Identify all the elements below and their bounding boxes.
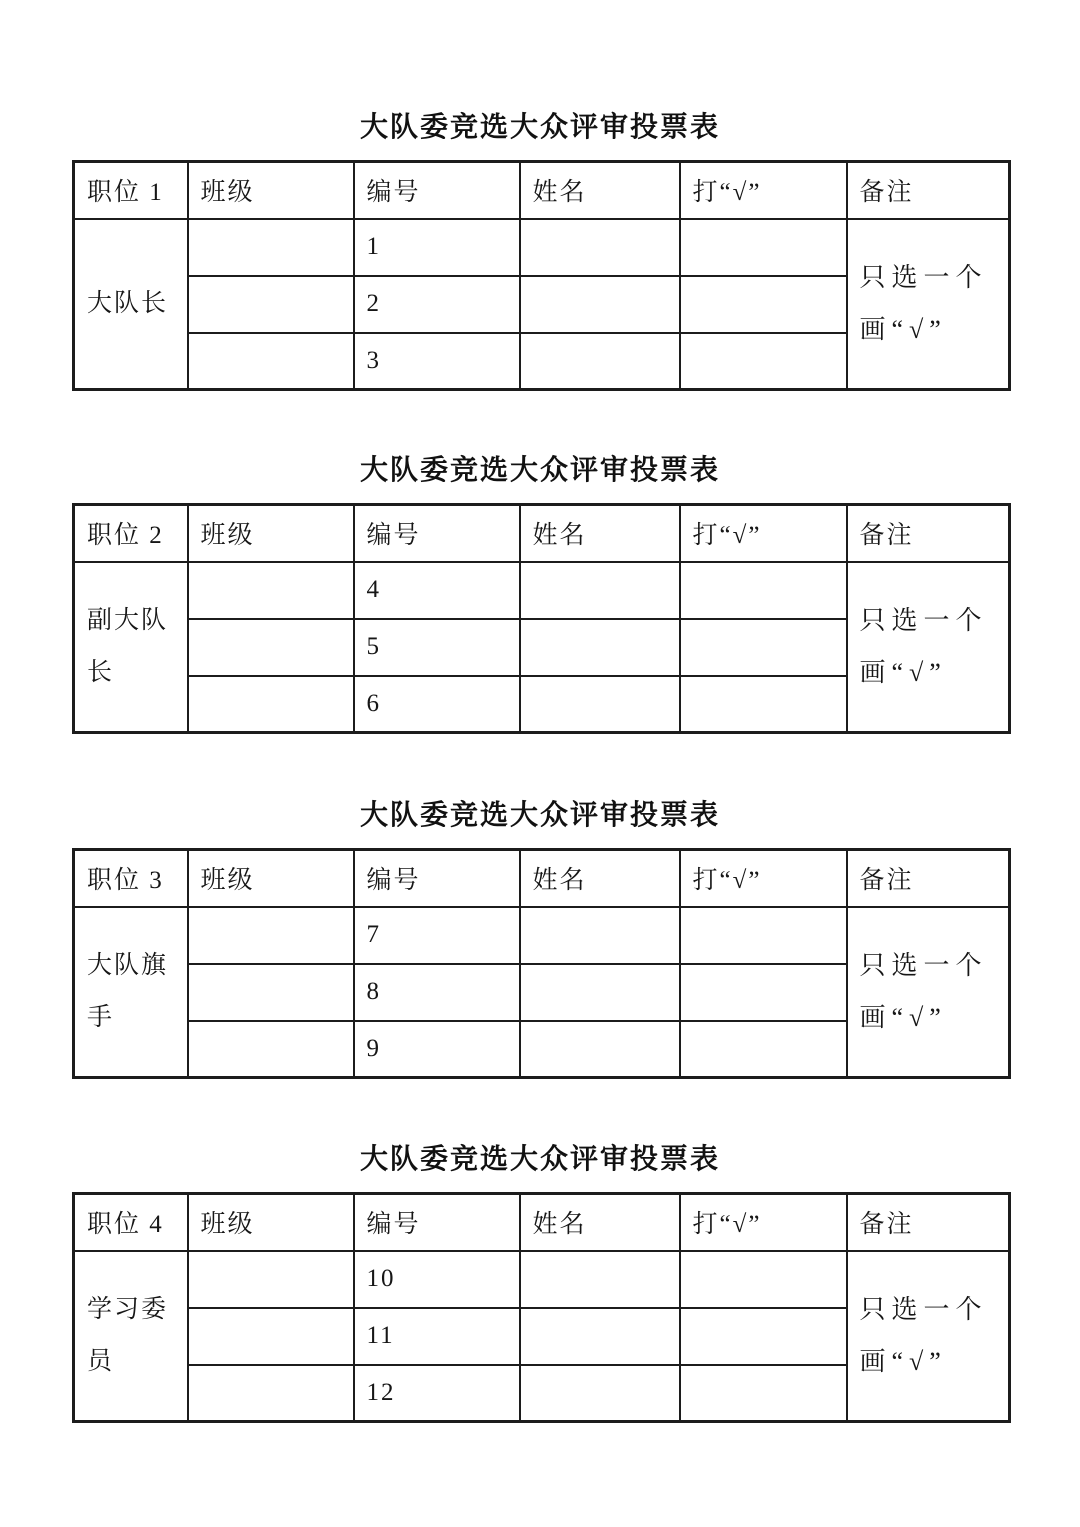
blank-class-cell (188, 333, 354, 390)
number-cell: 2 (354, 276, 520, 333)
ballot-table-4 (72, 1192, 1011, 1423)
blank-class-cell (188, 1021, 354, 1078)
ballot-block-4 (72, 1142, 1008, 1423)
position-name-cell: 学习委员 (74, 1251, 188, 1422)
blank-class-cell (188, 219, 354, 276)
header-tick: 打“√” (680, 850, 847, 907)
header-number: 编号 (354, 850, 520, 907)
ballot-block-3 (72, 798, 1008, 1079)
remark-cell (847, 219, 1010, 390)
header-row (74, 162, 1010, 219)
header-position: 职位 2 (74, 505, 188, 562)
blank-tick-cell (680, 562, 847, 619)
table-title: 大队委竞选大众评审投票表 (359, 455, 720, 486)
table-row (74, 907, 1010, 964)
ballot-block-1 (72, 110, 1008, 391)
table-row (74, 1251, 1010, 1308)
header-number: 编号 (354, 505, 520, 562)
number-cell: 9 (354, 1021, 520, 1078)
blank-name-cell (520, 1021, 680, 1078)
header-class: 班级 (188, 162, 354, 219)
number-cell: 3 (354, 333, 520, 390)
blank-tick-cell (680, 676, 847, 733)
blank-class-cell (188, 619, 354, 676)
remark-line-1: 只选一个 (859, 1294, 988, 1324)
blank-name-cell (520, 1251, 680, 1308)
blank-tick-cell (680, 1365, 847, 1422)
table-row (74, 219, 1010, 276)
number-cell: 7 (354, 907, 520, 964)
table-title: 大队委竞选大众评审投票表 (359, 1144, 720, 1175)
header-position: 职位 4 (74, 1194, 188, 1251)
header-name: 姓名 (520, 1194, 680, 1251)
header-name: 姓名 (520, 850, 680, 907)
position-name-cell: 大队长 (74, 219, 188, 390)
header-tick: 打“√” (680, 505, 847, 562)
blank-name-cell (520, 964, 680, 1021)
ballot-table-1 (72, 160, 1011, 391)
header-remark: 备注 (847, 850, 1010, 907)
blank-class-cell (188, 1251, 354, 1308)
header-class: 班级 (188, 850, 354, 907)
blank-tick-cell (680, 1021, 847, 1078)
number-cell: 11 (354, 1308, 520, 1365)
table-title: 大队委竞选大众评审投票表 (359, 112, 720, 143)
header-class: 班级 (188, 505, 354, 562)
blank-name-cell (520, 1308, 680, 1365)
ballot-table-3 (72, 848, 1011, 1079)
blank-name-cell (520, 907, 680, 964)
header-name: 姓名 (520, 505, 680, 562)
number-cell: 1 (354, 219, 520, 276)
header-number: 编号 (354, 1194, 520, 1251)
remark-line-1: 只选一个 (859, 262, 988, 292)
remark-line-1: 只选一个 (859, 950, 988, 980)
header-position: 职位 1 (74, 162, 188, 219)
blank-class-cell (188, 1365, 354, 1422)
header-name: 姓名 (520, 162, 680, 219)
remark-cell (847, 562, 1010, 733)
blank-name-cell (520, 619, 680, 676)
blank-tick-cell (680, 619, 847, 676)
blank-class-cell (188, 276, 354, 333)
number-cell: 8 (354, 964, 520, 1021)
number-cell: 12 (354, 1365, 520, 1422)
header-tick: 打“√” (680, 1194, 847, 1251)
remark-cell (847, 1251, 1010, 1422)
header-class: 班级 (188, 1194, 354, 1251)
ballot-block-2 (72, 453, 1008, 734)
header-remark: 备注 (847, 162, 1010, 219)
table-title: 大队委竞选大众评审投票表 (359, 800, 720, 831)
header-position: 职位 3 (74, 850, 188, 907)
header-remark: 备注 (847, 1194, 1010, 1251)
header-row (74, 505, 1010, 562)
remark-line-2: 画“√” (859, 1346, 947, 1376)
blank-class-cell (188, 964, 354, 1021)
blank-tick-cell (680, 219, 847, 276)
number-cell: 5 (354, 619, 520, 676)
blank-tick-cell (680, 964, 847, 1021)
remark-line-2: 画“√” (859, 314, 947, 344)
table-row (74, 562, 1010, 619)
blank-tick-cell (680, 333, 847, 390)
number-cell: 4 (354, 562, 520, 619)
blank-tick-cell (680, 907, 847, 964)
ballot-table-2 (72, 503, 1011, 734)
header-number: 编号 (354, 162, 520, 219)
remark-cell (847, 907, 1010, 1078)
blank-tick-cell (680, 1251, 847, 1308)
position-name-cell: 副大队长 (74, 562, 188, 733)
blank-name-cell (520, 676, 680, 733)
header-row (74, 1194, 1010, 1251)
blank-name-cell (520, 562, 680, 619)
blank-class-cell (188, 562, 354, 619)
blank-class-cell (188, 907, 354, 964)
blank-name-cell (520, 219, 680, 276)
remark-line-1: 只选一个 (859, 605, 988, 635)
blank-class-cell (188, 1308, 354, 1365)
header-remark: 备注 (847, 505, 1010, 562)
blank-name-cell (520, 333, 680, 390)
blank-tick-cell (680, 276, 847, 333)
number-cell: 10 (354, 1251, 520, 1308)
blank-name-cell (520, 1365, 680, 1422)
remark-line-2: 画“√” (859, 657, 947, 687)
header-row (74, 850, 1010, 907)
blank-name-cell (520, 276, 680, 333)
remark-line-2: 画“√” (859, 1002, 947, 1032)
blank-tick-cell (680, 1308, 847, 1365)
header-tick: 打“√” (680, 162, 847, 219)
number-cell: 6 (354, 676, 520, 733)
blank-class-cell (188, 676, 354, 733)
position-name-cell: 大队旗手 (74, 907, 188, 1078)
